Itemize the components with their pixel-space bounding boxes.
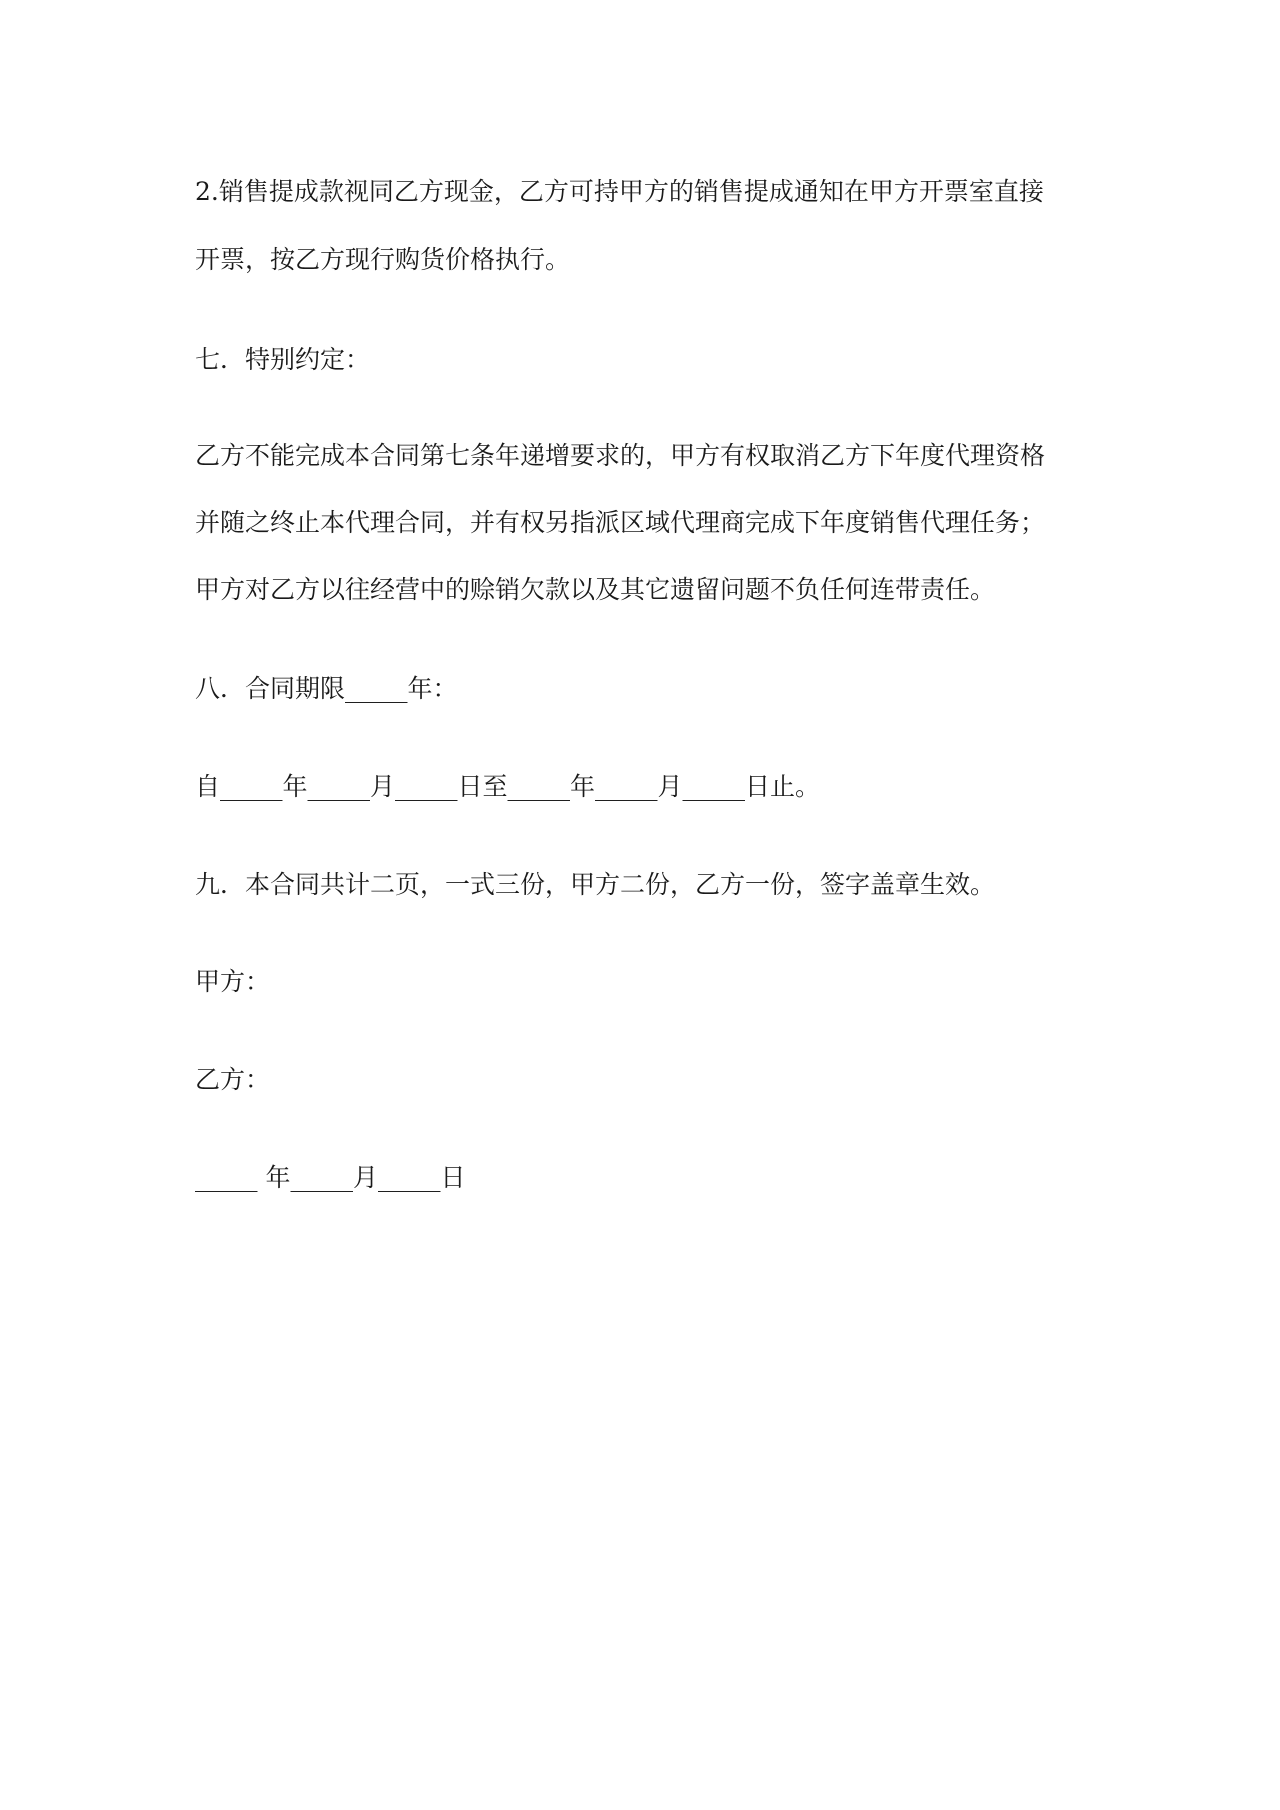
clause-7-line-1: 乙方不能完成本合同第七条年递增要求的，甲方有权取消乙方下年度代理资格	[195, 441, 1046, 470]
signing-date: _____ 年_____月_____日	[195, 1163, 466, 1192]
section-9-clause: 九．本合同共计二页，一式三份，甲方二份，乙方一份，签字盖章生效。	[195, 870, 996, 899]
clause-6-2-line-1: 2.销售提成款视同乙方现金，乙方可持甲方的销售提成通知在甲方开票室直接	[195, 177, 1044, 206]
party-a-signature: 甲方：	[195, 967, 271, 996]
clause-7-line-2: 并随之终止本代理合同，并有权另指派区域代理商完成下年度销售代理任务；	[195, 508, 1046, 537]
contract-term-dates: 自_____年_____月_____日至_____年_____月_____日止。	[195, 772, 821, 801]
party-b-signature: 乙方：	[195, 1065, 271, 1094]
section-7-heading: 七．特别约定：	[195, 345, 371, 374]
clause-6-2-line-2: 开票，按乙方现行购货价格执行。	[195, 245, 571, 274]
clause-7-line-3: 甲方对乙方以往经营中的赊销欠款以及其它遗留问题不负任何连带责任。	[195, 575, 996, 604]
section-8-heading: 八．合同期限_____年：	[195, 674, 458, 703]
